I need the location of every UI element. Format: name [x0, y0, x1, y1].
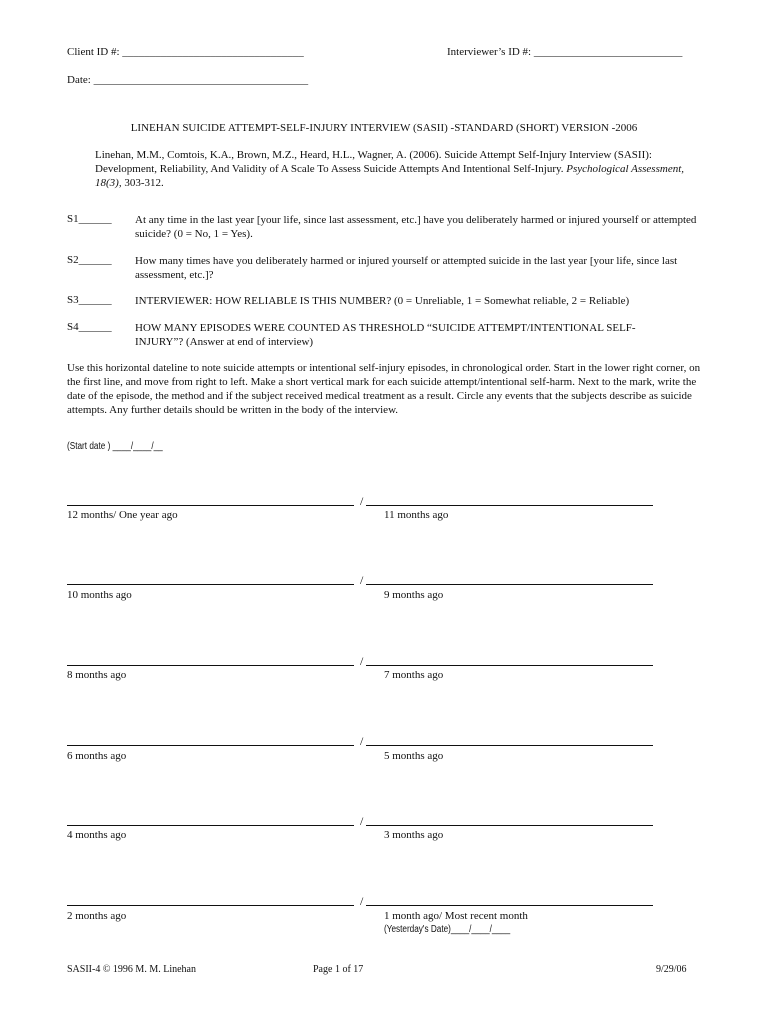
page-title: LINEHAN SUICIDE ATTEMPT-SELF-INJURY INTERVIEW (SASII) -STANDARD (SHORT) VERSION -2006 [130, 122, 638, 134]
timeline-label-right: 9 months ago [384, 589, 444, 601]
citation [95, 148, 695, 190]
yesterday-date-label: (Yesterday's Date) [384, 924, 451, 935]
timeline-label-left: 2 months ago [67, 910, 127, 922]
date-field[interactable]: Date: _______________________________________ [67, 74, 309, 86]
yesterday-date-field[interactable] [384, 924, 510, 935]
question-text-s4: HOW MANY EPISODES WERE COUNTED AS THRESHOLD “SUICIDE ATTEMPT/INTENTIONAL SELF-INJURY”? (Answer at end of interview) [135, 322, 636, 348]
question-code-s1[interactable]: S1______ [67, 213, 112, 225]
timeline-line-right[interactable] [366, 584, 653, 585]
timeline-line-left[interactable] [67, 825, 354, 826]
timeline-line-left[interactable] [67, 584, 354, 585]
timeline-line-left[interactable] [67, 505, 354, 506]
timeline-separator: / [360, 894, 364, 908]
citation-journal: Psychological Assessment, 18(3), [95, 163, 685, 189]
interviewer-id-field[interactable]: Interviewer’s ID #: ___________________________ [447, 46, 683, 58]
question-text-s1: At any time in the last year [your life, since last assessment, etc.] have you deliberately harmed or injured yourself or attempted suicide? (0 = No, 1 = Yes). [135, 214, 697, 240]
citation-text: Linehan, M.M., Comtois, K.A., Brown, M.Z., Heard, H.L., Wagner, A. (2006). Suicide Attempt Self-Injury Interview (SASII): Development, Reliability, And Validity of A Scale To Assess Suicide Attempts And Intentional Self-Injury. [95, 149, 652, 175]
timeline-separator: / [360, 654, 364, 668]
timeline-line-right[interactable] [366, 905, 653, 906]
question-code-s4[interactable]: S4______ [67, 321, 112, 333]
timeline-label-left: 4 months ago [67, 829, 127, 841]
timeline-label-left: 12 months/ One year ago [67, 509, 178, 521]
instructions: Use this horizontal dateline to note suicide attempts or intentional self-injury episodes, in chronological order. Start in the lower right corner, on the first line, and move from right to left. Make a short vertical mark for each suicide attempt/intentional self-harm. Next to the mark, write the date of the episode, the method and if the subject received medical treatment as a result. Circle any events that the subjects describe as suicide attempts. Any further details should be written in the body of the interview. [67, 362, 701, 416]
timeline-line-right[interactable] [366, 825, 653, 826]
question-text-s3: INTERVIEWER: HOW RELIABLE IS THIS NUMBER? (0 = Unreliable, 1 = Somewhat reliable, 2 = Reliable) [135, 295, 630, 307]
timeline-label-right: 3 months ago [384, 829, 444, 841]
footer-page-number: Page 1 of 17 [313, 964, 364, 975]
question-text-s2: How many times have you deliberately harmed or injured yourself or attempted suicide in the last year [your life, since last assessment, etc.]? [135, 255, 678, 281]
question-code-s3[interactable]: S3______ [67, 294, 112, 306]
timeline-label-right: 1 month ago/ Most recent month [384, 910, 528, 922]
timeline-label-left: 10 months ago [67, 589, 132, 601]
client-id-field[interactable]: Client ID #: _________________________________ [67, 46, 304, 58]
timeline-separator: / [360, 734, 364, 748]
start-date-label: (Start date ) [67, 441, 111, 452]
citation-pages: 303-312. [121, 177, 164, 189]
question-code-s2[interactable]: S2______ [67, 254, 112, 266]
timeline-label-right: 7 months ago [384, 669, 444, 681]
timeline-line-left[interactable] [67, 665, 354, 666]
yesterday-date-blank[interactable]: ____/____/____ [450, 924, 511, 935]
timeline-line-right[interactable] [366, 745, 653, 746]
footer-copyright: SASII-4 © 1996 M. M. Linehan [67, 964, 196, 975]
timeline-line-right[interactable] [366, 665, 653, 666]
start-date-field[interactable] [67, 441, 163, 452]
timeline-line-left[interactable] [67, 745, 354, 746]
timeline-separator: / [360, 494, 364, 508]
timeline-line-right[interactable] [366, 505, 653, 506]
timeline-separator: / [360, 573, 364, 587]
timeline-label-left: 6 months ago [67, 750, 127, 762]
footer-date: 9/29/06 [656, 964, 687, 975]
timeline-line-left[interactable] [67, 905, 354, 906]
timeline-label-right: 5 months ago [384, 750, 444, 762]
timeline-separator: / [360, 814, 364, 828]
timeline-label-left: 8 months ago [67, 669, 127, 681]
start-date-blank[interactable]: ____/____/__ [112, 441, 163, 452]
timeline-label-right: 11 months ago [384, 509, 449, 521]
